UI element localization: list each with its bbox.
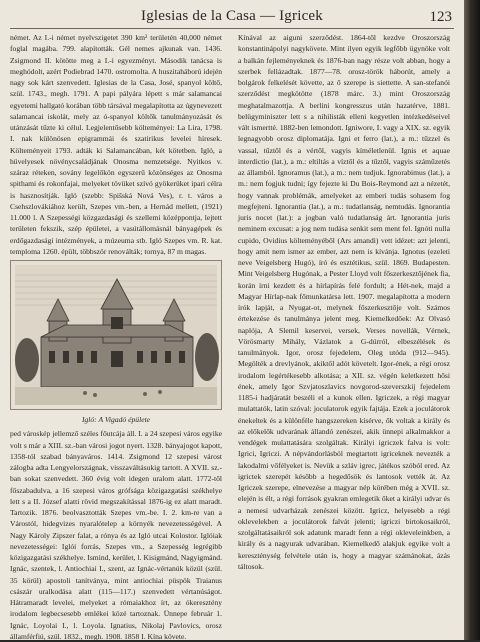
left-column-text-bottom: ped városkép jellemző széles főutcája áll. I. a 24 szepesi város egyike volt s már a XIII. sz.-ban városi jogot nyert. 1328. bányajogot kapott, 1358-tól szabad bányaváros. 1414. Zsigmond 12 szepesi várost zálogba adta Lengyelországnak, visszaváltásukig tartott. A XVII. sz.-ban sokat szenvedett. 360 évig volt idegen uralom alatt. 1772-től főszabadulva, a 16 szepesi város grófsága közigazgatási székhelye lett s a II. József alatti rövid megszakítással 1876-ig ez alatt maradt. Tartozik. 1876. beolvasztották Szepes vm.-be. I. 2. km-re van a Várostól, hidegvizes nyaralótelep a környék nevezetességével. A Nagy Károly Zipszer falat, a rónya és az Igló utcai Kolostor. Iglóiak nevezetességei: Iglói forrás, Szepes vm., a Szepesség legrégibb közigazgatási székhelye. Ismind, kerület, l. Kisigmánd, Nagyigmánd. Ignác, szentek, l. Antiochiai I., szent, az Ignác-vértanúk közül (szül. 35 körül) apostoli tanítványa, mint antiochiai püspök Traianus császár uralkodása alatt (115—117.) szenvedett vértanúságot. Hátramaradt levelei, melyeket a rómaiakhoz írt, az ókeresztény irodalom legbecsesebb emlékei közé tartoznak. Ünnepe február 1. Ignác, Loyolai I., l. Loyola. Ignatius, Nikolaj Pavlovics, orosz államférfiú, szül. 1832., megh. 1908. 1858 I. Kína követe. xyxy=(10,429,222,641)
illustration-caption: Igló: A Vigadó épülete xyxy=(81,415,151,424)
header-title: Iglesias de la Casa — Igricek xyxy=(141,8,323,24)
running-header xyxy=(12,8,452,28)
illustration-vigado-building xyxy=(10,260,222,410)
left-column-text-top: német. Az I.-i német nyelvszigetet 390 km² területén 40,000 német foglal magába. 799. alapították. Gél nemes ajkunak van. 1436. Zsigmond II. kötötte meg a I.-i egyezményt. Második tanácsa is meghódolt, azért Podiebrad 1470. ostromolta. A huszitaháború idején nagy sok kárt szenvedett. Iglesias de la Casa, José, spanyol költő, szül. 1743., megh. 1791. A papi pályára lépett s már salamancai egyetemi hallgató korában több társával megalapította az úgynevezett salamancai iskolát, mely az ó-spanyol költők tanulmányozását és utánzását tűzte ki célul. Legjelentősebb költeményei: La Lira, 1798. I. nak különösen epigrammái és szatirikus levelei híresek. Költeményeit 1793. adták ki Salamancában, két kötetben. Igló, a hüvelyesek növénycsaládjának Onosma nemzetsége. Nyitkos v. száraz réteken, sovány legelőkön egyszerű közönséges az Onosma spithami és rokonfajai, melyeket tövüket szívó gyökerüket ipari célra is hasznosítják. Igló (szebb: Spišská Nová Ves), r. t. város a Csehszlovákiához került, Szepes vm.-ben, a Hernád mellett, (1921) 11.000 l. A Szepességi közgazdasági és szellemi középpontja, lejtett területen fekszik, szép épületei, a vasútállomásnál bányagépek és erdőgazdasági intézmények, a múzeuma stb. Igló Szepes vm. R. kat. temploma 1260. épült, többször renoválták; tornya, 87 m magas. xyxy=(10,33,222,256)
right-column-text: Kínával az aiguni szerződést. 1864-től kezdve Oroszország konstantinápolyi nagykövete. Mint ilyen egyik legfőbb ügynöke volt a balkán fejleményeknek és 1876-ban nagy része volt abban, hogy a szerbek fellázadtak. 1877—78. orosz-török háborút, amely a bolgárok felkelését követte, az ő szerepe is siettette. A san-stefanói szerződést megkötötte (1878 márc. 3.) mint Oroszország meghatalmazottja. A berlini kongresszus után hazatérve, 1881. belügyminiszter lett s a nihilisták elleni kegyetlen intézkedéseivel vált ismertté. 1882-ben lemondott. Igniwore, I. vagy a XIX. sz. egyik legnagyobb orosz diplomatája. Igni et ferro (lat.), a m.: tűzzel és vassal, tűztől és a vértől, vagyis kíméletlenül. Ignis et aquae interdictio (lat.), a m.: eltiltás a víztől és a tűztől, vagyis száműzetés az államból. Ignoramus (lat.), a m.: nem tudjuk. Ignorabimus (lat.), a m.: nem fogjuk tudni; így fejezte ki Du Bois-Reymond azt a nézetét, hogy vannak problémák, amelyeket az emberi tudás sohasem fog megfejteni. Ignorantia (lat.), a m.: tudatlanság, nemtudás. Ignorantia juris nocet (lat.): a jogban való tudatlanság árt. Ignorantia juris neminem excusat: a jog nem tudása senkit sem ment fel. Ignóti nulla cupido, Ovidius költeményéből (Ars amandi) vett idézet: azt jelenti, hogy amit nem ismer az ember, azt nem is kívánja. Ignotus (ezeleti neve Veigelsberg Hugó), író és esztétikus, szül. 1869. Budapesten. Mint Veigelsberg Hugónak, a Pester Lloyd volt főszerkesztőjének fia, korán írni kezdett és a hírlapírás felé fordult; a Hét-nek, majd a Magyar Hírlap-nak főmunkatársa lett. 1907. megalapította a modern írók lapját, a Nyugat-ot, melynek főszerkesztője volt. Számos értekezése és tanulmánya jelent meg. Kiemelkedőek: Az Olvasó naplója, A Slemil keservei, versek, Verses novellák, Vérnek, Vörösmarty Mihály, Vázlatok a G-dúrról, elbeszélések és tanulmányok. Igor, orosz fejedelem, Oleg utóda (912—945). Megölték a drevlyánok, akiktől adót követelt. Igor-ének, a régi orosz irodalom legértékesebb alkotása; a XII. sz. végén keletkezett hősi ének, amely Igor Szvjatoszlavics novgorod-szeverszkij fejedelem 1185-i hadjáratát beszéli el a kunok ellen. Igriczek, a régi magyar mulattatók, latin szóval: joculatorok egyik fajtája. Ezek a joculátorok énekeltek és a különféle hangszereken kísérve, ők voltak a király és az előkelők udvarának állandó zenészei, akik ünnepi alkalmakkor a vendégek mulattatására szolgáltak. Királyi igriczek falva is volt: Igrici, Igriczi. A népvándorlásból megtartott igriceknek nevezték a lakodalmi vőfélyeket is. Nevük a szláv igrec, játékos szóból ered. Az igrictek szerepét később a hegedősök és lantosok vették át. Az Igriczek szerepe, elnevezése a magyar nép körében még a XVII. sz. elején is élt, a régi források gyakran emlegetik őket a királyi udvar és a nemesi udvarházak zenészei között. Igricz, helyesebb a régi oklevelekben a joculátorok falvát jelenti; igriczi birtokosaikról, szolgáltatásaikról sok adatunk maradt fenn a régi okleveleinkben, a király és a nagyurak udvarában. Kiemelkedő alakjuk egyike volt a kereszténység felvétele után is, hogy a magyar számánokat, ázás táltosok. xyxy=(238,33,450,571)
page-number: 123 xyxy=(429,9,452,25)
header-rule xyxy=(10,28,454,29)
book-spine-gutter xyxy=(464,0,480,640)
building-illustration-icon xyxy=(15,265,217,405)
left-column xyxy=(10,32,222,641)
right-column xyxy=(238,32,450,628)
